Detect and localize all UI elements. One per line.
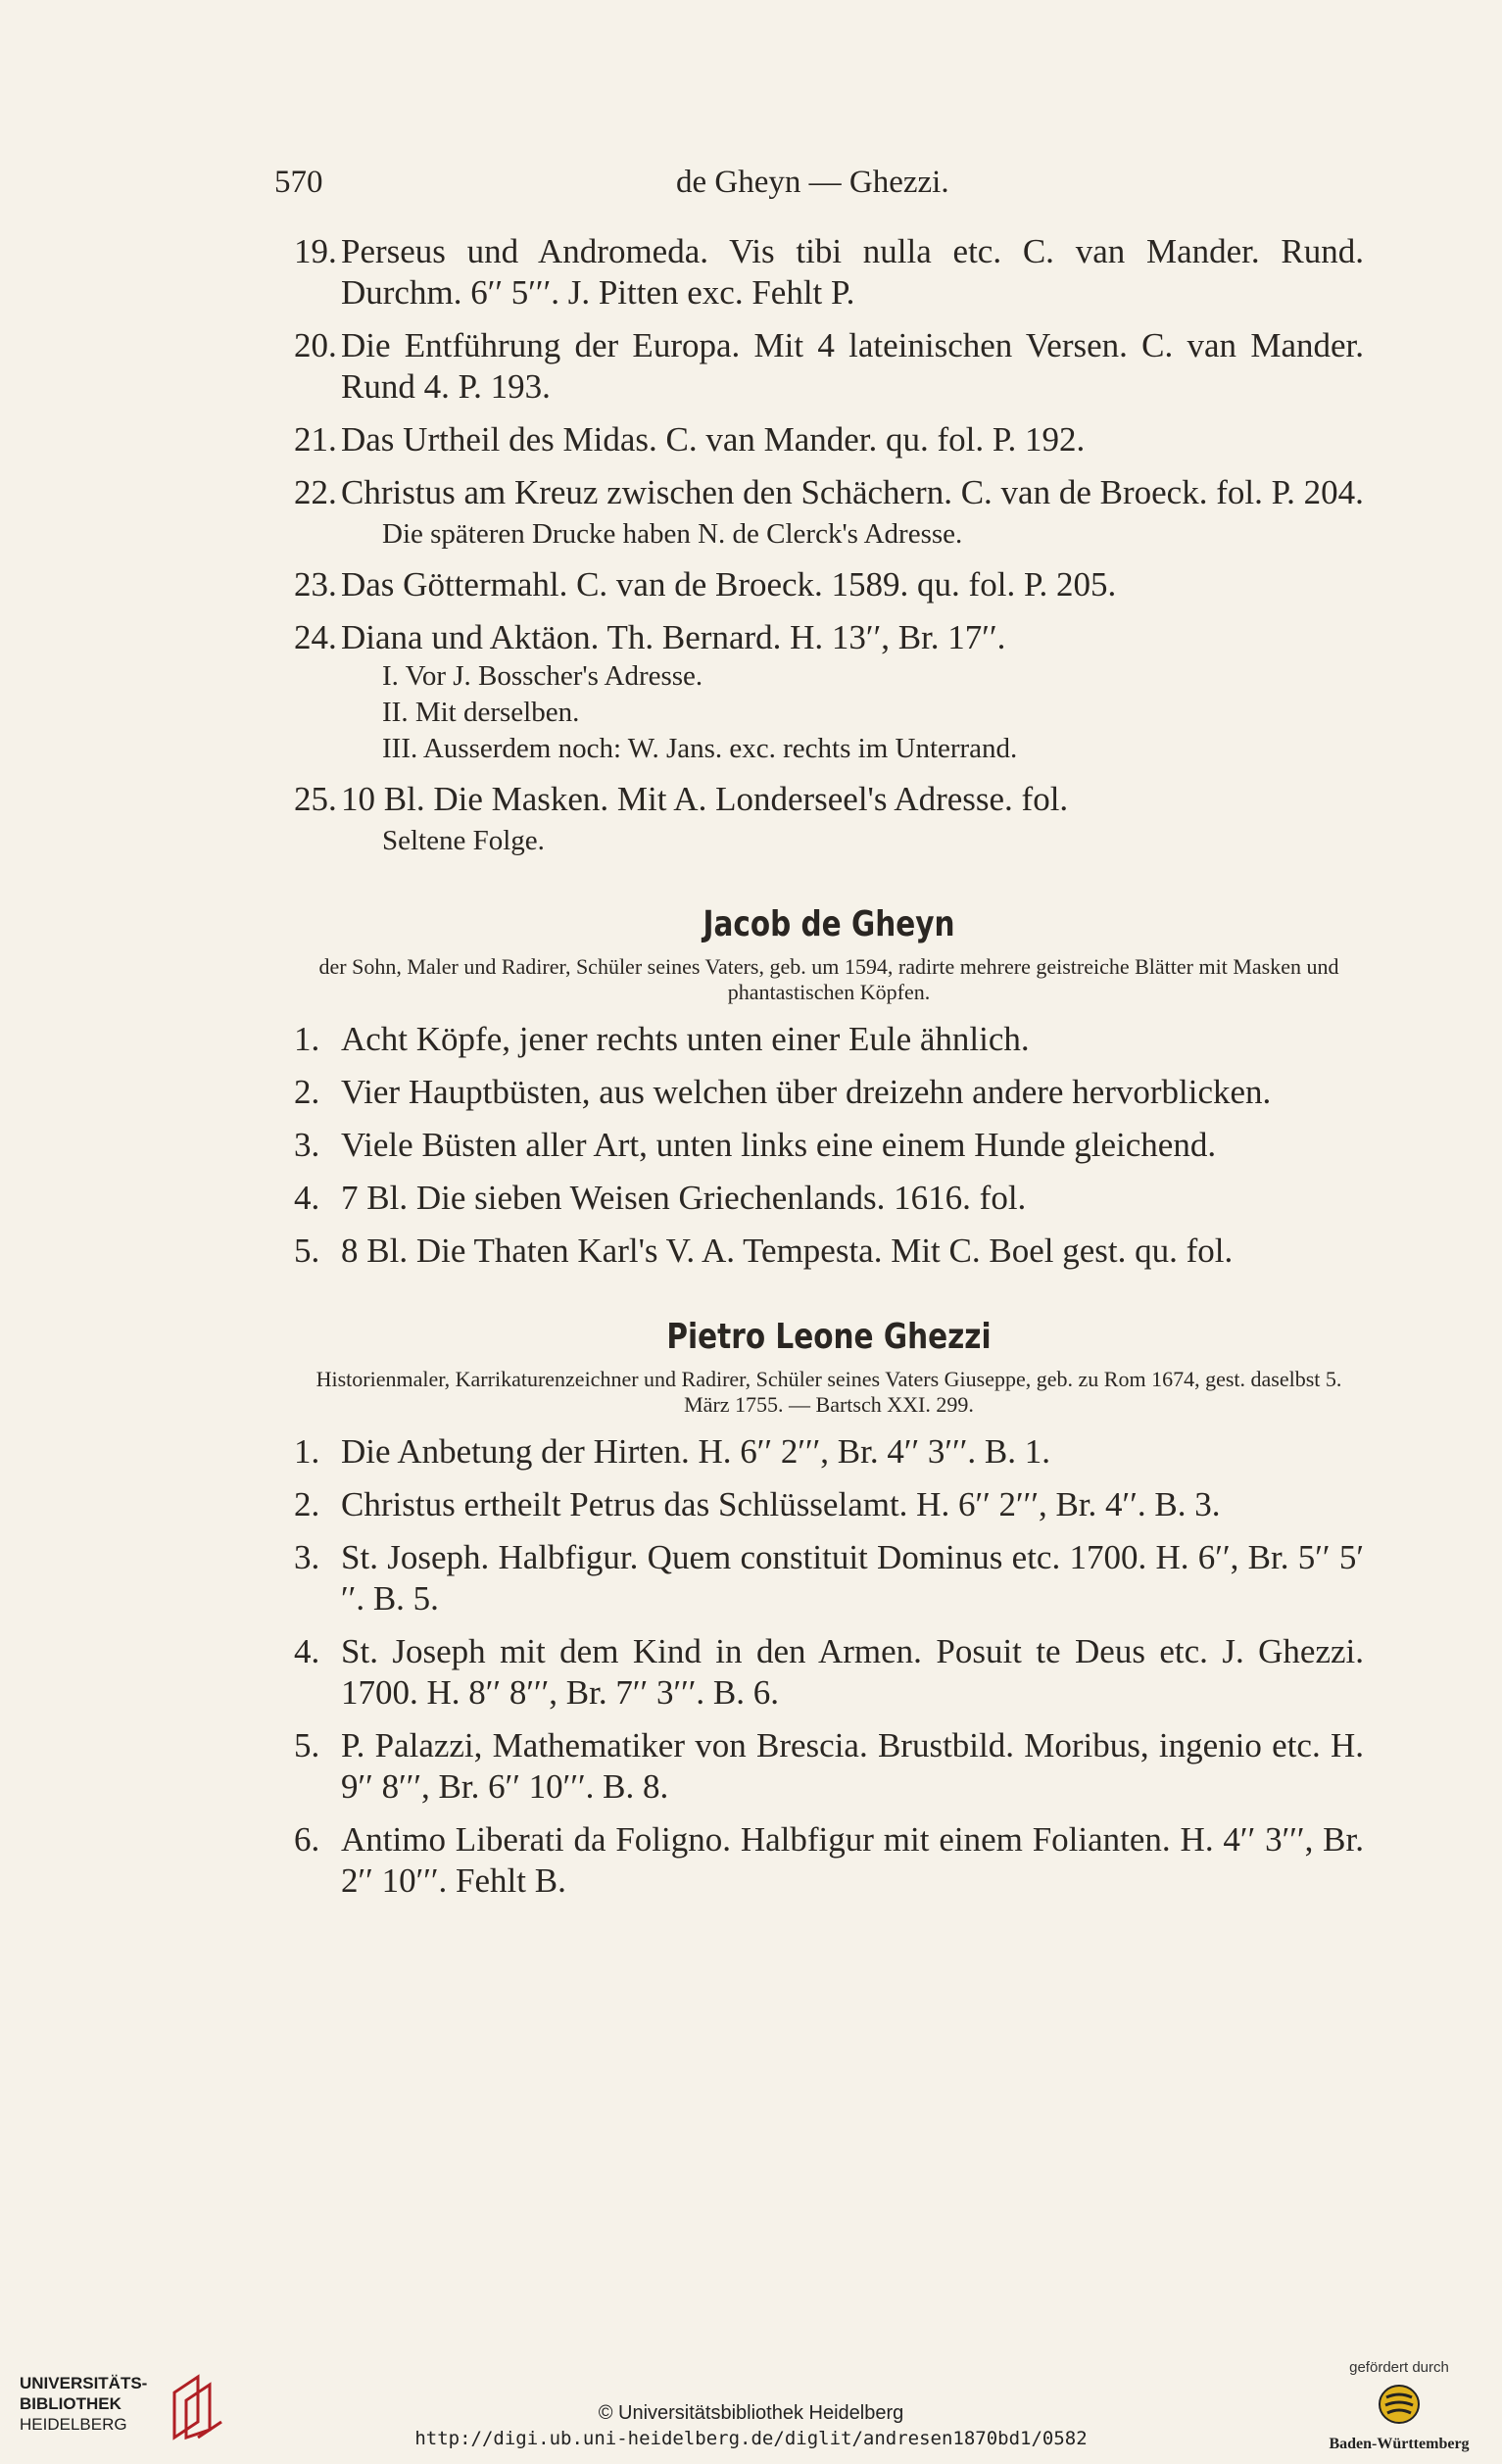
entry-text: Das Göttermahl. C. van de Broeck. 1589. qu. fol. P. 205.	[341, 565, 1117, 604]
catalogue-entry	[294, 419, 1364, 460]
print-state: II. Mit derselben.	[382, 697, 580, 728]
entry-number: 2.	[294, 1485, 320, 1523]
catalogue-entry	[294, 325, 1364, 408]
running-title: de Gheyn — Ghezzi.	[676, 165, 949, 200]
entry-text: Diana und Aktäon. Th. Bernard. H. 13′′, Br. 17′′.	[341, 618, 1006, 656]
entry-text: St. Joseph. Halbfigur. Quem constituit Dominus etc. 1700. H. 6′′, Br. 5′′ 5′′′. B. 5.	[341, 1538, 1364, 1618]
catalogue-entry	[294, 1125, 1364, 1166]
catalogue-entry	[294, 1178, 1364, 1219]
catalogue-entry	[294, 1072, 1364, 1113]
catalogue-entry	[294, 1819, 1364, 1902]
coat-of-arms-icon	[1377, 2382, 1422, 2427]
entry-note: Seltene Folge.	[382, 825, 545, 856]
entry-number: 25.	[294, 780, 337, 818]
entry-text: Die Entführung der Europa. Mit 4 lateinischen Versen. C. van Mander. Rund 4. P. 193.	[341, 326, 1364, 406]
funder-name: Baden-Württemberg	[1329, 2436, 1470, 2452]
entry-number: 6.	[294, 1820, 320, 1859]
catalogue-entry	[294, 779, 1364, 820]
print-state: III. Ausserdem noch: W. Jans. exc. rechts im Unterrand.	[382, 733, 1018, 764]
entry-text: P. Palazzi, Mathematiker von Brescia. Brustbild. Moribus, ingenio etc. H. 9′′ 8′′′, Br. 6′′ 10′′′. B. 8.	[341, 1726, 1364, 1806]
funded-by-label: gefördert durch	[1349, 2359, 1449, 2376]
entry-number: 3.	[294, 1126, 320, 1164]
entry-text: 10 Bl. Die Masken. Mit A. Londerseel's Adresse. fol.	[341, 780, 1069, 818]
catalogue-entry	[294, 231, 1364, 314]
entry-number: 1.	[294, 1432, 320, 1471]
catalogue-entry	[294, 1231, 1364, 1272]
entry-text: Acht Köpfe, jener rechts unten einer Eule ähnlich.	[341, 1020, 1030, 1058]
entry-number: 3.	[294, 1538, 320, 1576]
catalogue-entry	[294, 1484, 1364, 1525]
catalogue-entry	[294, 564, 1364, 605]
print-state: I. Vor J. Bosscher's Adresse.	[382, 660, 703, 692]
entry-text: Die Anbetung der Hirten. H. 6′′ 2′′′, Br. 4′′ 3′′′. B. 1.	[341, 1432, 1050, 1471]
catalogue-entry	[294, 472, 1364, 513]
entry-number: 4.	[294, 1179, 320, 1217]
entry-text: Viele Büsten aller Art, unten links eine einem Hunde gleichend.	[341, 1126, 1217, 1164]
entry-number: 22.	[294, 473, 337, 511]
artist-heading: Jacob de Gheyn	[703, 904, 955, 944]
catalogue-content	[294, 231, 1364, 1902]
artist-bio: der Sohn, Maler und Radirer, Schüler seines Vaters, geb. um 1594, radirte mehrere geistreiche Blätter mit Masken und phantastischen Köpfen.	[318, 954, 1339, 1004]
entry-note: Die späteren Drucke haben N. de Clerck's Adresse.	[382, 518, 963, 550]
entry-text: Das Urtheil des Midas. C. van Mander. qu. fol. P. 192.	[341, 420, 1086, 459]
copyright-notice: © Universitätsbibliothek Heidelberg	[598, 2402, 904, 2424]
catalogue-entry	[294, 1019, 1364, 1060]
entry-text: Christus am Kreuz zwischen den Schächern. C. van de Broeck. fol. P. 204.	[341, 473, 1364, 511]
entry-text: Perseus und Andromeda. Vis tibi nulla etc. C. van Mander. Rund. Durchm. 6′′ 5′′′. J. Pitten exc. Fehlt P.	[341, 232, 1364, 312]
entry-number: 1.	[294, 1020, 320, 1058]
catalogue-entry	[294, 1431, 1364, 1473]
catalogue-entry	[294, 1725, 1364, 1808]
entry-text: 8 Bl. Die Thaten Karl's V. A. Tempesta. Mit C. Boel gest. qu. fol.	[341, 1232, 1234, 1270]
running-header	[274, 165, 1362, 208]
artist-heading: Pietro Leone Ghezzi	[666, 1317, 992, 1357]
entry-number: 2.	[294, 1073, 320, 1111]
library-name: UNIVERSITÄTS- BIBLIOTHEK HEIDELBERG	[20, 2374, 148, 2434]
entry-number: 5.	[294, 1232, 320, 1270]
entry-number: 19.	[294, 232, 337, 270]
entry-text: Antimo Liberati da Foligno. Halbfigur mit einem Folianten. H. 4′′ 3′′′, Br. 2′′ 10′′′. Fehlt B.	[341, 1820, 1364, 1900]
permalink[interactable]: http://digi.ub.uni-heidelberg.de/diglit/andresen1870bd1/0582	[414, 2428, 1088, 2449]
entry-number: 5.	[294, 1726, 320, 1764]
entry-text: Vier Hauptbüsten, aus welchen über dreizehn andere hervorblicken.	[341, 1073, 1272, 1111]
entry-number: 23.	[294, 565, 337, 604]
entry-number: 4.	[294, 1632, 320, 1670]
footer-bar	[0, 2351, 1502, 2464]
catalogue-entry	[294, 1631, 1364, 1714]
entry-number: 20.	[294, 326, 337, 364]
entry-number: 24.	[294, 618, 337, 656]
artist-bio: Historienmaler, Karrikaturenzeichner und Radirer, Schüler seines Vaters Giuseppe, geb. zu Rom 1674, gest. daselbst 5. März 1755. — Bartsch XXI. 299.	[315, 1367, 1342, 1417]
catalogue-entry	[294, 617, 1364, 658]
entry-text: Christus ertheilt Petrus das Schlüsselamt. H. 6′′ 2′′′, Br. 4′′. B. 3.	[341, 1485, 1221, 1523]
page-number: 570	[274, 165, 323, 200]
entry-text: 7 Bl. Die sieben Weisen Griechenlands. 1616. fol.	[341, 1179, 1027, 1217]
funder-logo[interactable]	[1316, 2359, 1482, 2457]
entry-number: 21.	[294, 420, 337, 459]
entry-text: St. Joseph mit dem Kind in den Armen. Posuit te Deus etc. J. Ghezzi. 1700. H. 8′′ 8′′′, Br. 7′′ 3′′′. B. 6.	[341, 1632, 1364, 1712]
catalogue-entry	[294, 1537, 1364, 1619]
